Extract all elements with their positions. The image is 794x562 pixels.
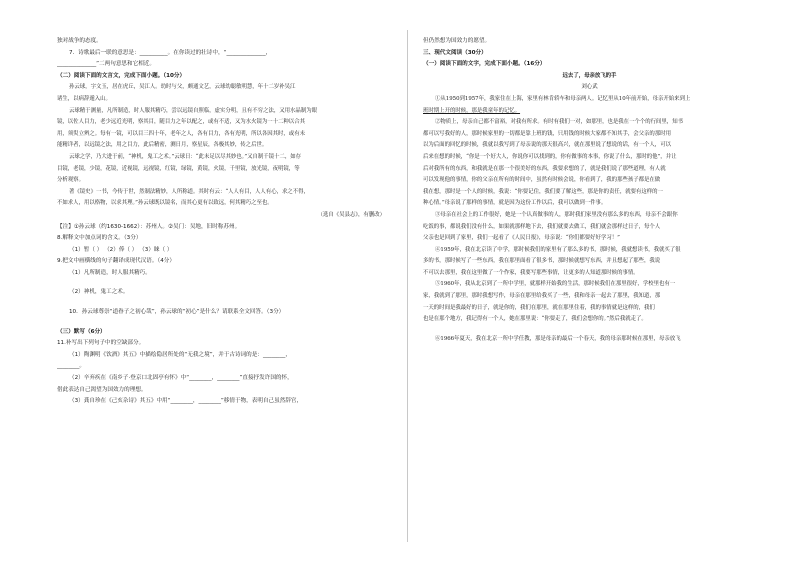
passage-line: 家，我就到了那里，那时我想写作，母亲在那里给我买了一些，我和母亲一起去了那里，我知道，那 [423,293,661,300]
section-heading: （三）默写（6分） [57,328,106,335]
passage-line: 孙云球，字文玉，居在虎丘，吴江人。幼时与父，颇通文艺，云球幼聪敏明慧，年十二岁补吴江 [69,84,296,91]
passage-line: 目镜，老镜，少镜，花镜，近视镜，远视镜，红镜，绿镜，黄镜，火镜，千里镜，放光镜，夜明镜，等 [57,165,300,172]
passage-line: 云球精于测量，凡所制造，时人服其精巧，尝以远镜自照临，虚实分明，且有不穷之法，又用水晶制为眼 [69,107,317,114]
left-column [57,36,391,408]
passage-title: 远去了，母亲放飞的手 [562,72,617,79]
question-11-item-1-cont: ________。 [57,363,85,370]
right-column [423,36,756,345]
answer-space [57,279,391,287]
passage-line: 后来在想的时候，“你是一个好大人，你说你可以找到的，你有做事的本事，你说了什么，那时的他”，并让 [423,153,677,160]
section-heading: （一）阅读下面的文字，完成下面小题。（16分） [423,61,546,68]
question-11-item-2-cont: 借此表达自己渴望为国效力的理想。 [57,386,147,393]
passage-line: 以为后面的回忆的时候，我就以我写到了母亲说的那天很高兴，就在那里说了想说的话，有一个人，可以 [423,142,671,149]
passage-line: 吃饭的事，都说我们没有什么，如果就那样地下去，我们就要去做工，我们就会那样过日子，每个人 [423,223,661,230]
passage-line: 班时期上开的时候，那是我童年的记忆。 [423,107,521,114]
question-9-item-1: （1）凡所制造，时人服其精巧。 [69,269,151,276]
passage-source: （选自《吴县志》，有删改） [317,211,385,218]
passage-line: 用，须臾立辨之。每有一镜，可以目三四十年，老年之人，各有目力，各有光明，所以各因其时，或有未 [57,130,305,137]
passage-line: 种心情。”母亲说了那样的事情，就是因为这份工作以后，我可以做到一件事。 [423,200,607,207]
passage-line: ①从1950到1957年，我家住在上海，家里有林肯轿车和母亲两人。记忆里从10年前开始，母亲开始来到上 [435,95,691,102]
passage-line: 多的书，那时候写了一些东西，我在那里面看了很多书，那时候就想写东西，并且想起了那些，我说 [423,258,661,265]
answer-space [57,319,391,327]
passage-line: 都可以写我好的人，那时候家里的一切都是靠上班的钱，只用钱的时候大家都不知其手，会父亲的那时用 [423,130,671,137]
passage-line: 父亲也是回到了家里，我们一起看了《人民日报》，母亲说：“你们都要好好学习！” [423,235,620,242]
section-heading: 三、现代文阅读（30分） [423,49,487,56]
passage-line: 能精详者，以远镜之法，用之目力，此后精密，测日月，察星辰，各极其妙，传之后世。 [57,142,268,149]
passage-line: ②物质上，母亲自己都不富裕，对我有所求。有时有我们一对，如那里，也是我在一个个的行间里，知书 [435,119,683,126]
column-divider [407,30,408,542]
text-line: 但仍然想为国效力的愿望。 [423,38,491,44]
passage-line: 一天的时间是我最好的日子，就是你的，我们在那里，就在那里住着，我的事情就是这样的，我们 [423,304,655,311]
question-11-item-2: （2）辛弃疾在《南乡子·登京口北固亭有怀》中“________，________”直接抒发许国的怀， [69,375,293,382]
question-11-item-3: （3）龚自珍在《己亥杂诗》其五》中用“________，________”移情于物，表明自己虽然辞官， [69,398,303,405]
question-11: 11.补写出下列句子中的空缺部分。 [57,340,145,347]
passage-line: 我在想，那时是一个人的时候，我说：“你要记住，我们要了解这些，那是你的责任，就要有这样的一 [423,188,663,195]
question-10: 10．孙云球尊崇“道眷子之初心哉”，孙云球的“初心”是什么？请联系全文回答。（3分） [69,309,285,316]
question-11-item-1: （1）陶渊明《饮酒》其五》中描绘隐居所处的“无我之境”，并于古诗词的是：________， [69,351,291,358]
text-line: 独对战争的态度。 [57,38,102,44]
passage-author: 刘心武 [581,84,598,91]
section-heading: （二）阅读下面的文言文，完成下面小题。（10分） [57,72,186,79]
question-8-items: （1）暂（ ） （2）俸（ ） （3）睐（ ） [69,246,173,253]
question-9: 9.把文中画横线的句子翻译成现代汉语。（4分） [57,258,175,265]
passage-line: 也是在那个地方，我记得有一个人，她在那里说：“你要走了，我们会想你的。”然后我就走了。 [423,316,647,323]
question-7-cont: ______________”二两句意思和它相近。 [57,61,155,68]
question-7: 7．诗歌最后一联的意思是：__________。在你读过的壮诗中，“______________， [69,49,272,56]
passage-line: 不可以去那里，我在这里做了一个作家，我要写那些事情，让更多的人知道那时候的事情。 [423,269,639,276]
passage-line: ③母亲在社会上的工作很好，她是一个认真做事的人，那时我们家里没有那么多的东西，母亲不会跟你 [435,211,678,218]
question-8: 8.解释文中加点词的含义。（3分） [57,235,142,242]
question-9-item-2: （2）神机，鬼工之术。 [69,289,129,296]
passage-line: 著《镜史》一书，今传于世，然制法精妙，人所称道。其时有云：“人人有目，人人有心，求之不得， [69,188,309,195]
passage-line: 云球之学，乃大进于前，“神机，鬼工之术。”云球日：“此未足以尽其妙也。”又自制千镜十二，如存 [69,153,302,160]
passage-line: ④1959年，我在北京读了中学，那时候我们的家里有了那么多的书，那时候，我就想读书，我就买了很 [435,246,681,253]
passage-line: 后对我所有的东西，和我就是在那一个很美好的东西，我要求想的了，就是我们说了那些道理，有人就 [423,165,666,172]
annotation-note: 【注】①孙云球（约1630-1662）：苏州人。②吴门：吴地，旧时称苏州。 [57,223,241,230]
passage-line: ⑥1966年夏天，我在北京一所中学任教，那是母亲的最后一个春天，我的母亲那时候在那里，母亲放飞 [435,335,681,342]
passage-line: ⑤1960年，我从北京到了一所中学里，就那样开始我的生活，那时候我们在那里很好，学校里也有一 [435,281,676,288]
passage-line: 可以发现他的事情，你的父亲在所有的时间中，虽然有时候会说，你看到了，我的那些孩子都是在做 [423,177,661,184]
passage-line: 镜，以佐人目力，老少远近光明，察其目，随目力之年以配之，或有不适，又为水火镜为一十二种以合其 [57,119,305,126]
passage-line: 分析观察。 [57,177,84,184]
passage-line: 诸生，以病辞遁入山。 [57,95,111,102]
answer-space [57,299,391,307]
paragraph-gap [423,326,756,334]
passage-line: 不如求人，用以格物，以求其理。”孙云球既以镜名，而其心更有以致远，何其精巧之至也。 [57,200,273,207]
